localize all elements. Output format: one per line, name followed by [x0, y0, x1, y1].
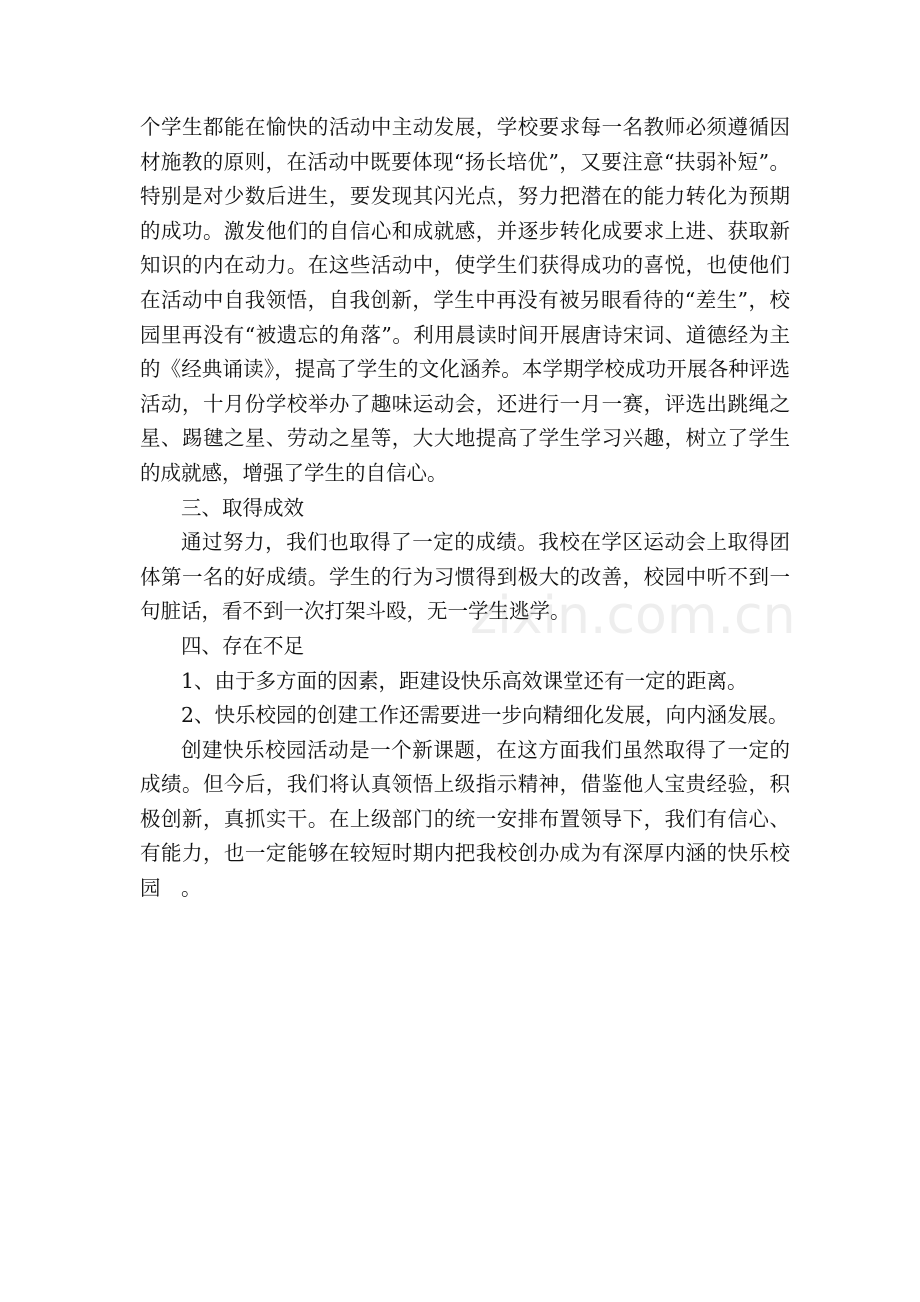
watermark-text: zixin.com.cn — [470, 586, 796, 646]
document-body — [140, 110, 790, 906]
section-heading-shortcomings: 四、存在不足 — [181, 633, 304, 658]
body-paragraph: 通过努力，我们也取得了一定的成绩。我校在学区运动会上取得团体第一名的好成绩。学生的行为习惯得到极大的改善，校园中听不到一句脏话，看不到一次打架斗殴，无一学生逃学。 — [140, 530, 790, 624]
section-heading-results: 三、取得成效 — [181, 495, 304, 520]
closing-paragraph: 创建快乐校园活动是一个新课题，在这方面我们虽然取得了一定的成绩。但今后，我们将认真领悟上级指示精神，借鉴他人宝贵经验，积极创新，真抓实干。在上级部门的统一安排布置领导下，我们有信心、有能力，也一定能够在较短时期内把我校创办成为有深厚内涵的快乐校园 。 — [140, 737, 790, 901]
list-item: 2、快乐校园的创建工作还需要进一步向精细化发展，向内涵发展。 — [181, 703, 789, 728]
body-paragraph: 个学生都能在愉快的活动中主动发展，学校要求每一名教师必须遵循因材施教的原则，在活动中既要体现“扬长培优”，又要注意“扶弱补短”。特别是对少数后进生，要发现其闪光点，努力把潜在的能力转化为预期的成功。激发他们的自信心和成就感，并逐步转化成要求上进、获取新知识的内在动力。在这些活动中，使学生们获得成功的喜悦，也使他们在活动中自我领悟，自我创新，学生中再没有被另眼看待的“差生”，校园里再没有“被遗忘的角落”。利用晨读时间开展唐诗宋词、道德经为主的《经典诵读》，提高了学生的文化涵养。本学期学校成功开展各种评选活动，十月份学校举办了趣味运动会，还进行一月一赛，评选出跳绳之星、踢毽之星、劳动之星等，大大地提高了学生学习兴趣，树立了学生的成就感，增强了学生的自信心。 — [140, 115, 790, 485]
list-item: 1、由于多方面的因素，距建设快乐高效课堂还有一定的距离。 — [181, 668, 748, 693]
